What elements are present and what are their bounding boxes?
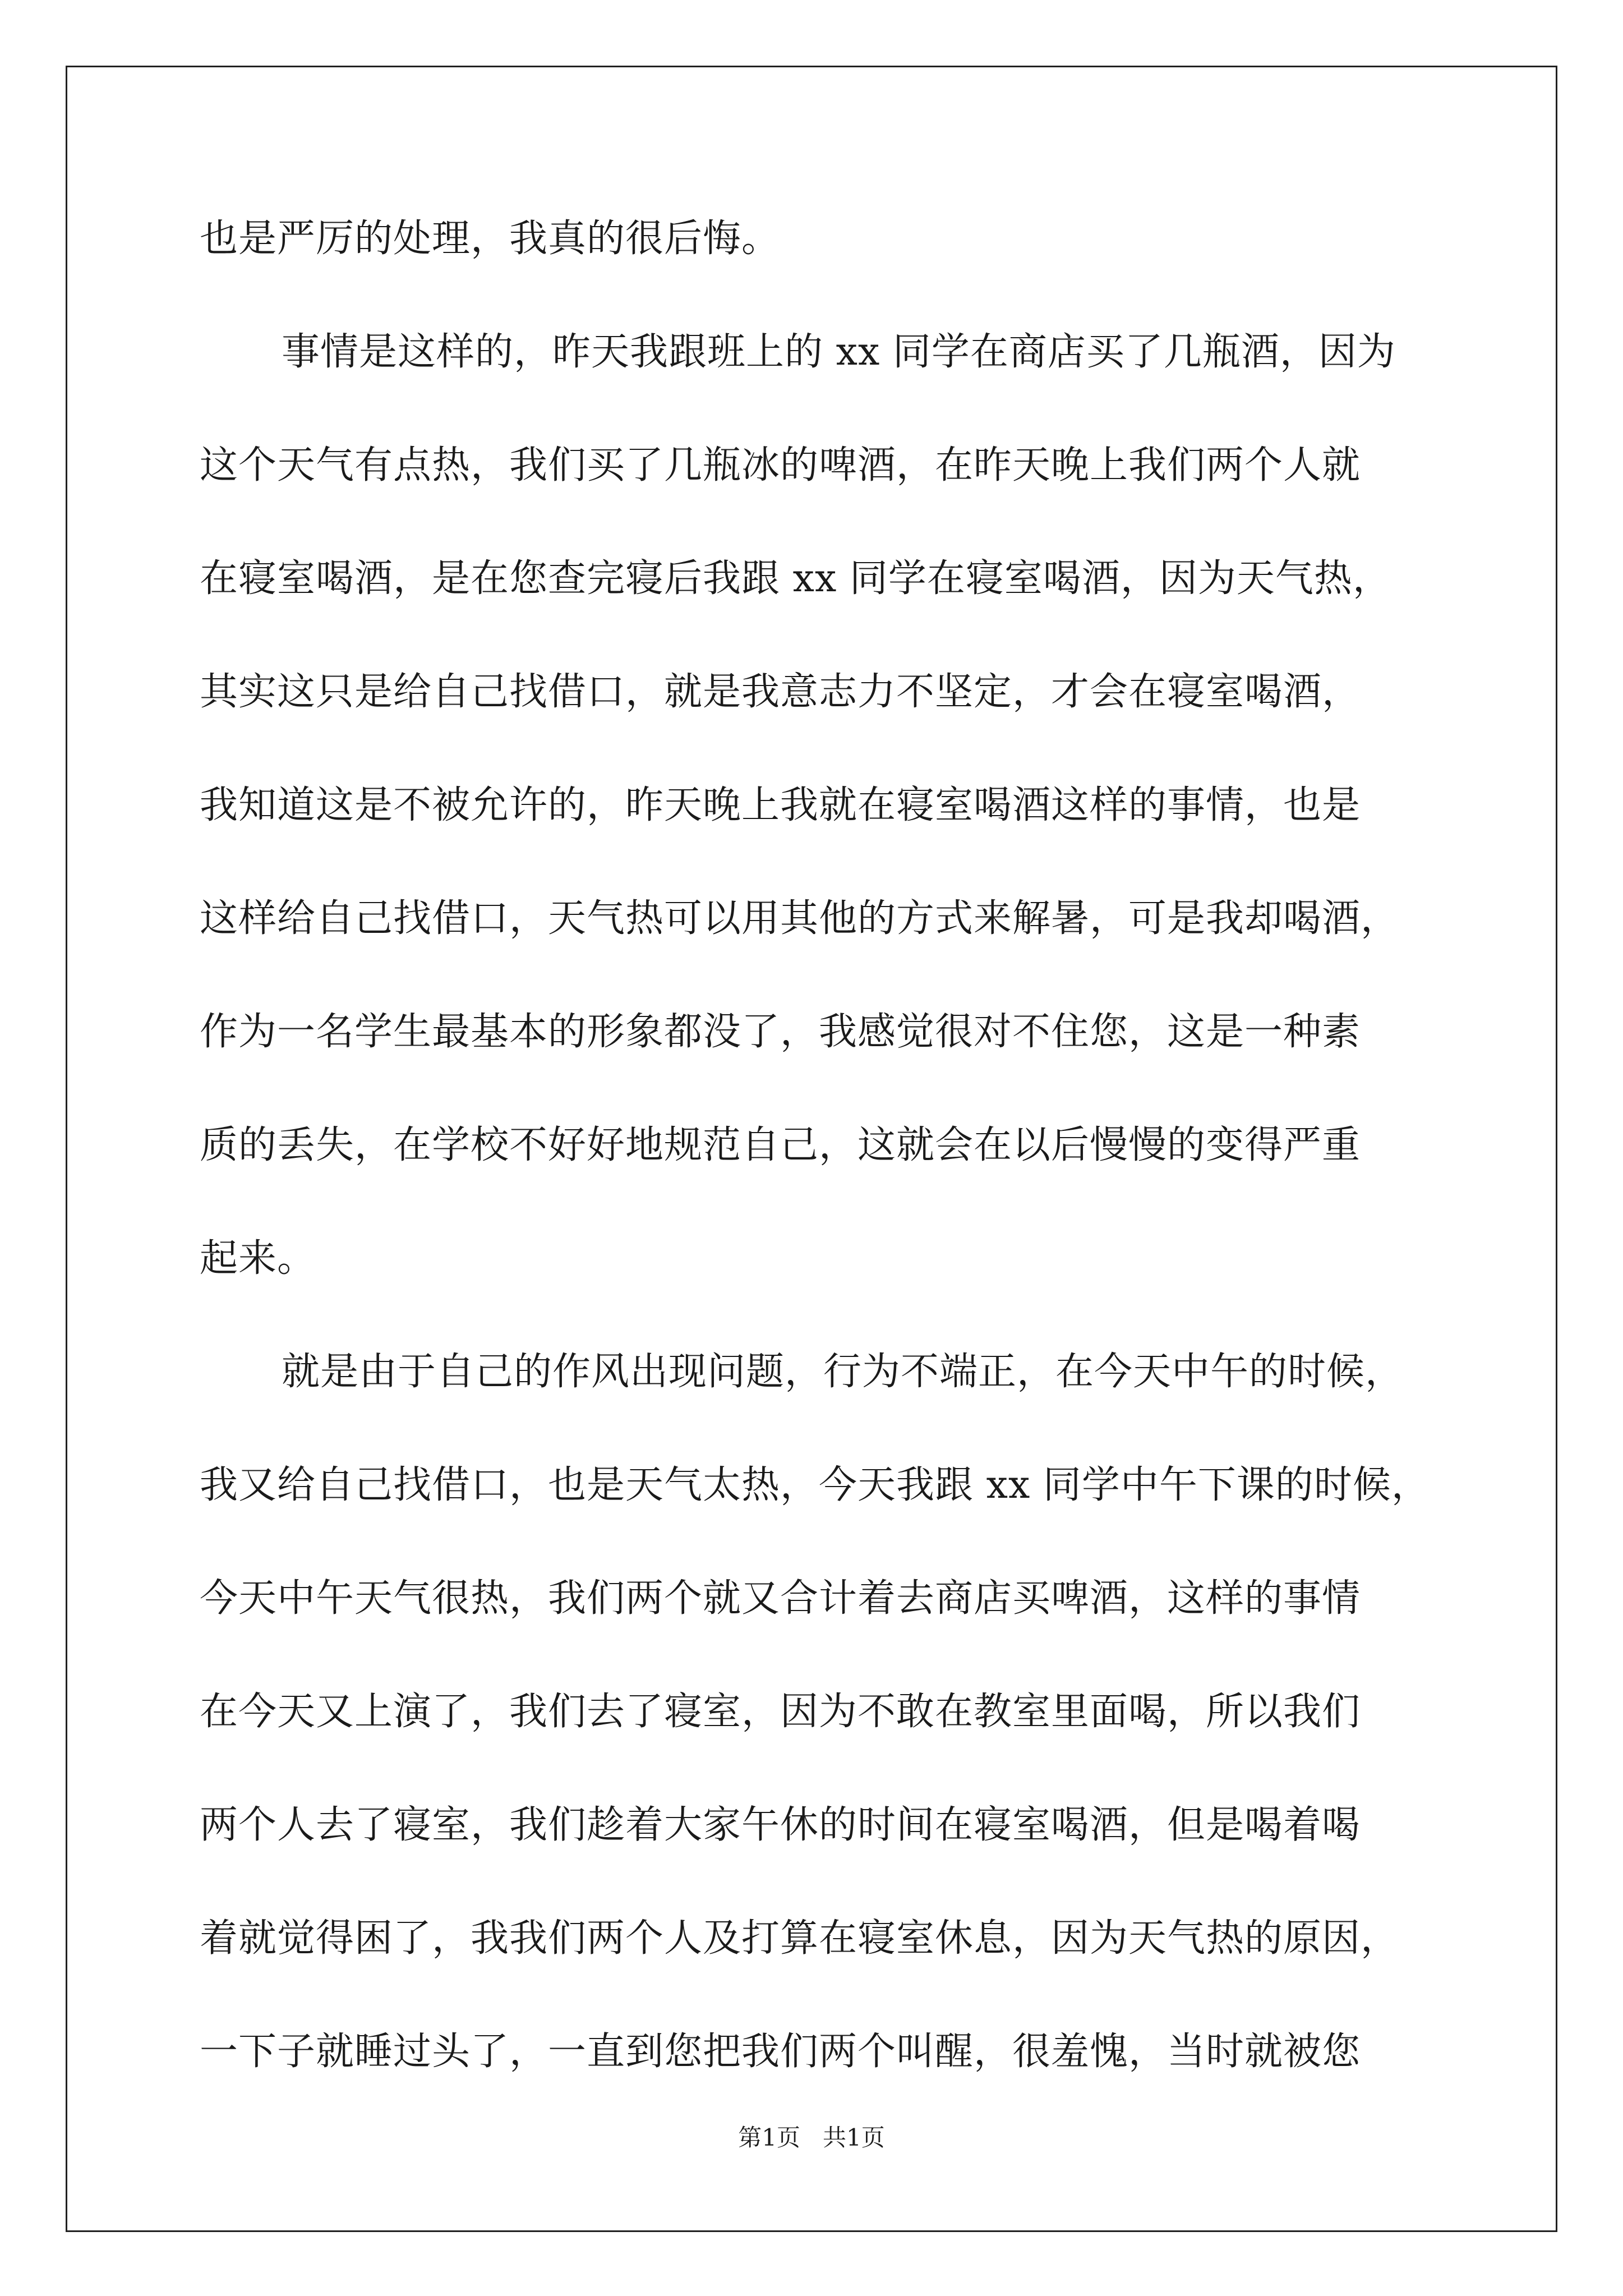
text-line: 在寝室喝酒，是在您查完寝后我跟 xx 同学在寝室喝酒，因为天气热， (200, 556, 1391, 601)
text-line: 也是严厉的处理，我真的很后悔。 (200, 217, 781, 261)
text-line: 今天中午天气很热，我们两个就又合计着去商店买啤酒，这样的事情 (200, 1576, 1361, 1621)
text-line: 着就觉得困了，我我们两个人及打算在寝室休息，因为天气热的原因， (200, 1916, 1400, 1961)
text-line: 我又给自己找借口，也是天气太热，今天我跟 xx 同学中午下课的时候， (200, 1463, 1430, 1507)
paragraph-first-line: 就是由于自己的作风出现问题，行为不端正，在今天中午的时候， (282, 1350, 1404, 1394)
text-line: 这样给自己找借口，天气热可以用其他的方式来解暑，可是我却喝酒， (200, 896, 1400, 941)
text-line: 作为一名学生最基本的形象都没了，我感觉很对不住您，这是一种素 (200, 1010, 1361, 1054)
text-line: 两个人去了寝室，我们趁着大家午休的时间在寝室喝酒，但是喝着喝 (200, 1803, 1361, 1847)
text-line: 一下子就睡过头了，一直到您把我们两个叫醒，很羞愧，当时就被您 (200, 2030, 1361, 2074)
text-line: 这个天气有点热，我们买了几瓶冰的啤酒，在昨天晚上我们两个人就 (200, 443, 1361, 487)
text-line: 质的丢失，在学校不好好地规范自己，这就会在以后慢慢的变得严重 (200, 1123, 1361, 1167)
text-line: 在今天又上演了，我们去了寝室，因为不敢在教室里面喝，所以我们 (200, 1690, 1361, 1734)
text-line: 我知道这是不被允许的，昨天晚上我就在寝室喝酒这样的事情，也是 (200, 783, 1361, 827)
paragraph-first-line: 事情是这样的，昨天我跟班上的 xx 同学在商店买了几瓶酒，因为 (282, 330, 1396, 374)
page-footer: 第1页 共1页 (738, 2124, 885, 2151)
text-line: 起来。 (200, 1236, 316, 1281)
text-line: 其实这只是给自己找借口，就是我意志力不坚定，才会在寝室喝酒， (200, 670, 1361, 714)
